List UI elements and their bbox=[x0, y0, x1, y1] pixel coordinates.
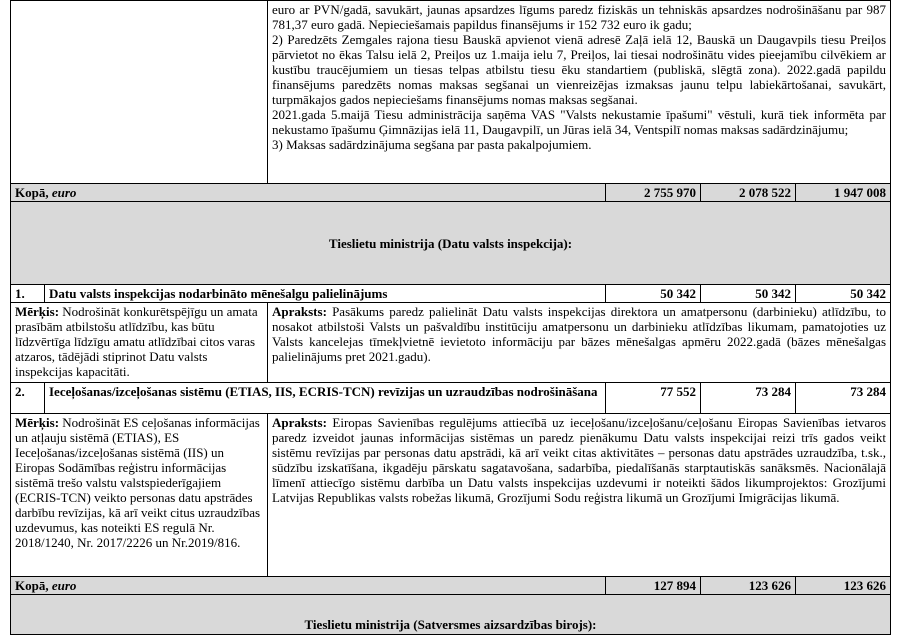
item-value-3: 73 284 bbox=[796, 383, 891, 414]
total-value-2: 2 078 522 bbox=[701, 184, 796, 202]
item-detail-row-2 bbox=[11, 414, 891, 577]
section-header-dvi bbox=[11, 202, 891, 285]
continued-left-cell bbox=[11, 1, 268, 184]
item-number: 2. bbox=[11, 383, 45, 414]
item-value-2: 50 342 bbox=[701, 285, 796, 303]
budget-table bbox=[10, 0, 891, 635]
item-description: Apraksts: Eiropas Savienības regulējums attiecībā uz ieceļošanu/izceļošanu/ceļošanu Eiropas Savienības ietvaros paredz izveidot jaunas informācijas sistēmas un paredz pienākumu Datu valsts inspekcijai reizi trīs gados veikt sistēmu revīzijas par personas datu apstrādi, kā arī veikt citas aktivitātes – personas datu apstrādes uzraudzība, t.sk., sūdzību izskatīšana, ikgadēju pārskatu sagatavošana, sadarbība, piedalīšanās starptautiskās sanāksmēs. Nacionālajā līmenī attiecīgo sistēmu darbība un Datu valsts inspekcijas uzdevumi ir noteikti šādos likumprojektos: Grozījumi Latvijas Republikas valsts robežas likumā, Grozījumi Sodu reģistra likumā un Grozījumi Imigrācijas likumā. bbox=[268, 414, 891, 577]
total-value-1: 127 894 bbox=[606, 577, 701, 595]
total-row-courts bbox=[11, 184, 891, 202]
total-value-3: 123 626 bbox=[796, 577, 891, 595]
item-detail-row-1 bbox=[11, 303, 891, 383]
total-row-dvi bbox=[11, 577, 891, 595]
item-goal: Mērķis: Nodrošināt ES ceļošanas informācijas un atļauju sistēmā (ETIAS), ES Ieceļošanas/izceļošanas sistēmā (IIS) un Eiropas Sodāmības reģistru informācijas sistēmā trešo valstu valstspiederīgajiem (ECRIS-TCN) veikto personas datu apstrādes darbību revīzijas, kā arī veikt citus uzraudzības uzdevumus, kas noteikti ES regulā Nr. 2018/1240, Nr. 2017/2226 un Nr.2019/816. bbox=[11, 414, 268, 577]
total-value-2: 123 626 bbox=[701, 577, 796, 595]
item-number: 1. bbox=[11, 285, 45, 303]
item-title: Datu valsts inspekcijas nodarbināto mēnešalgu palielinājums bbox=[45, 285, 606, 303]
total-value-1: 2 755 970 bbox=[606, 184, 701, 202]
item-goal: Mērķis: Nodrošināt konkurētspējīgu un amata prasībām atbilstošu atlīdzību, kas būtu līdzvērtīga līdzīgu amatu atlīdzībai citos varas atzaros, tādējādi stiprinot Datu valsts inspekcijas kapacitāti. bbox=[11, 303, 268, 383]
item-description: Apraksts: Pasākums paredz palielināt Datu valsts inspekcijas direktora un amatpersonu (darbinieku) atlīdzību, to nosakot atbilstoši Valsts un pašvaldību institūciju amatpersonu un darbinieku atlīdzības likumam, pamatojoties uz Valsts kancelejas tīmekļvietnē ievietoto informāciju par bāzes mēnešalgas apmēru 2022.gadā (bāzes mēnešalgas palielinājums pret 2021.gadu). bbox=[268, 303, 891, 383]
item-value-3: 50 342 bbox=[796, 285, 891, 303]
item-value-1: 77 552 bbox=[606, 383, 701, 414]
item-row-1 bbox=[11, 285, 891, 303]
section-title: Tieslietu ministrija (Datu valsts inspekcija): bbox=[11, 202, 891, 285]
item-value-2: 73 284 bbox=[701, 383, 796, 414]
section-header-sab bbox=[11, 595, 891, 635]
section-title: Tieslietu ministrija (Satversmes aizsardzības birojs): bbox=[11, 595, 891, 635]
item-value-1: 50 342 bbox=[606, 285, 701, 303]
continued-row bbox=[11, 1, 891, 184]
item-title: Ieceļošanas/izceļošanas sistēmu (ETIAS, IIS, ECRIS-TCN) revīzijas un uzraudzības nodrošināšana bbox=[45, 383, 606, 414]
total-value-3: 1 947 008 bbox=[796, 184, 891, 202]
total-label: Kopā, euro bbox=[11, 577, 606, 595]
total-label: Kopā, euro bbox=[11, 184, 606, 202]
continued-text: euro ar PVN/gadā, savukārt, jaunas apsardzes līgums paredz fiziskās un tehniskās apsardzes nodrošināšanu par 987 781,37 euro gadā. Nepieciešamais papildus finansējums ir 152 732 euro ik gadu; 2) Paredzēts Zemgales rajona tiesu Bauskā apvienot vienā adresē Zaļā ielā 12, Bauskā un Daugavpils tiesu Preiļos pārvietot no ēkas Talsu ielā 2, Preiļos uz 1.maija ielu 7, Preiļos, lai tiesai nodrošinātu vides pieejamību cilvēkiem ar kustību traucējumiem un tiesas telpas atbilstu tiesu ēku standartiem (publiskā, slēgtā zona). 2022.gadā papildu finansējums paredzēts nomas maksas segšanai un vienreizējas izmaksas jaunu telpu labiekārtošanai, savukārt, turpmākajos gados nepieciešams finansējums nomas maksas segšanai. 2021.gada 5.maijā Tiesu administrācija saņēma VAS "Valsts nekustamie īpašumi" vēstuli, kurā tiek informēta par nekustamo īpašumu Ģimnāzijas ielā 11, Daugavpilī, un Jūras ielā 34, Ventspilī nomas maksas sadārdzinājumu; 3) Maksas sadārdzinājuma segšana par pasta pakalpojumiem. bbox=[268, 1, 891, 184]
item-row-2 bbox=[11, 383, 891, 414]
